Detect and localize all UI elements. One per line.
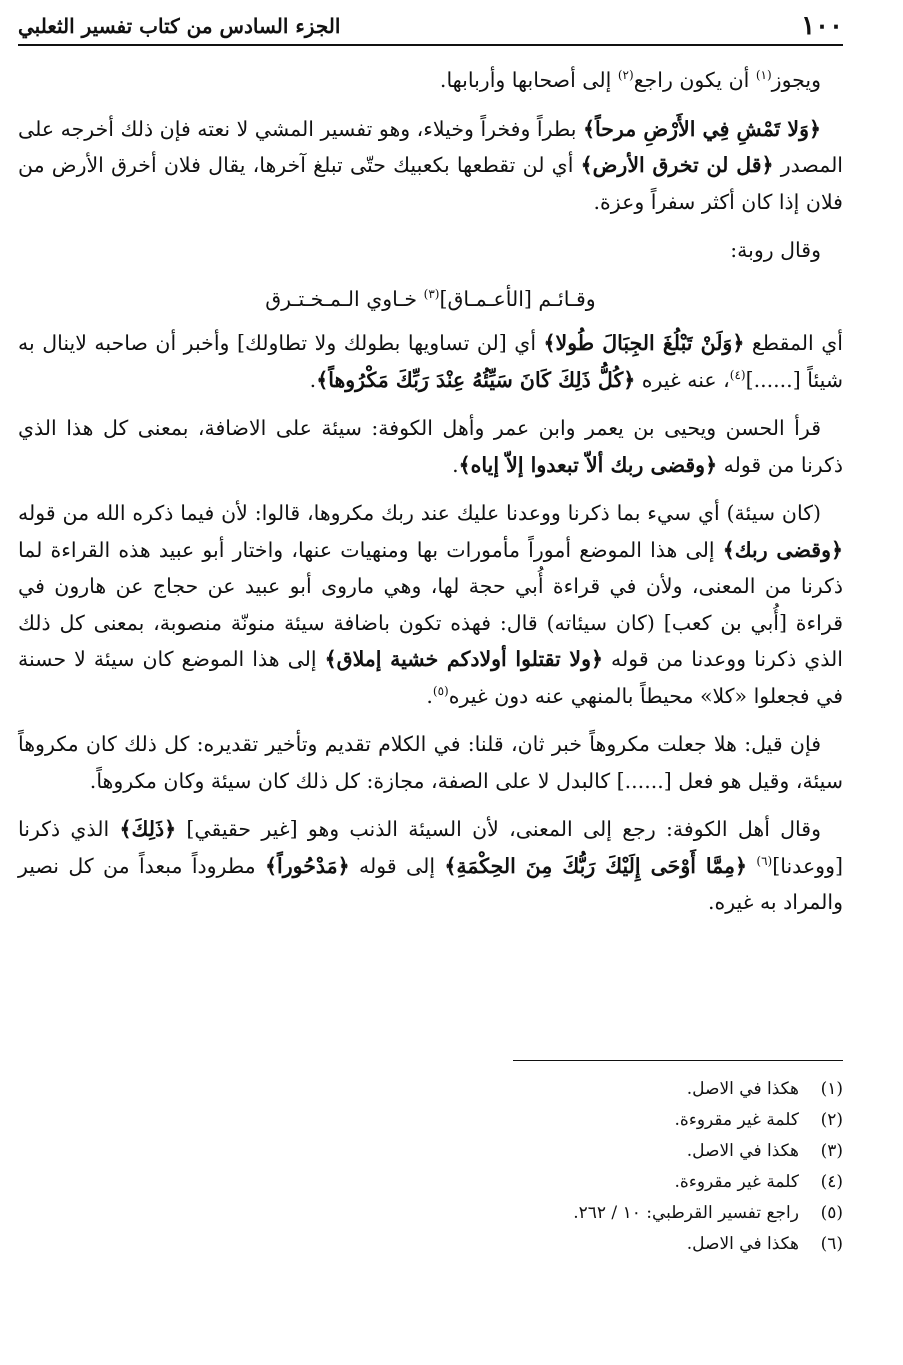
text-run: وقـائـم [الأعـمـاق]	[439, 286, 596, 311]
text-run: أي لن تقطعها بكعبيك حتّى تبلغ آخرها، يقال فلان أخرق الأرض من فلان إذا كان أكثر سفراً وعزة.	[18, 153, 843, 214]
running-title: الجزء السادس من كتاب تفسير الثعلبي	[18, 14, 341, 38]
quran-quote: ﴿قل لن تخرق الأرض﴾	[580, 153, 774, 177]
text-run: أن يكون راجع	[633, 68, 756, 92]
quran-quote: ﴿ذَلِكَ﴾	[119, 817, 177, 841]
text-run: (كان سيئة) أي سيء بما ذكرنا ووعدنا عليك عند ربك مكروها، قالوا: لأن فيما ذكره الله من قوله	[18, 501, 821, 525]
footnote-text: كلمة غير مقروءة.	[674, 1110, 799, 1130]
footnote-ref: (٤)	[729, 367, 746, 382]
footnote-text: هكذا في الاصل.	[686, 1141, 799, 1161]
footnote-text: راجع تفسير القرطبي: ١٠ / ٢٦٢.	[573, 1203, 799, 1223]
text-run: قرأ الحسن ويحيى بن يعمر وابن عمر وأهل الكوفة: سيئة على الاضافة، بمعنى كل هذا الذي ذكرنا من قوله	[18, 416, 843, 477]
text-run: .	[309, 367, 317, 392]
paragraph-6	[18, 410, 843, 483]
paragraph-7	[18, 495, 843, 714]
paragraph-8	[18, 726, 843, 799]
footnote-number: (٦)	[820, 1234, 843, 1254]
footnote-number: (٤)	[820, 1172, 843, 1192]
footnote-ref: (٢)	[617, 68, 634, 83]
quran-quote: ﴿كُلُّ ذَلِكَ كَانَ سَيِّئُهُ عِنْدَ رَبِّكَ مَكْرُوهاً﴾	[316, 367, 636, 392]
text-run: أي المقطع	[744, 331, 843, 355]
text-run: إلى أصحابها وأربابها.	[439, 68, 618, 92]
text-run: .	[426, 683, 433, 708]
text-run: فإن قيل: هلا جعلت مكروهاً خبر ثان، قلنا: في الكلام تقديم وتأخير تقديره: كل ذلك كان مكروهاً سيئة، وقيل هو فعل [......] كالبدل لا على الصفة، مجازة: كل ذلك كان سيئة وكان مكروهاً.	[18, 732, 843, 793]
text-run: أي [لن تساويها بطولك ولا تطاولك] وأخبر أن صاحبه لاينال به شيئاً [......]	[18, 331, 843, 392]
footnote-text: كلمة غير مقروءة.	[674, 1172, 799, 1192]
footnote-ref: (٦)	[756, 853, 773, 868]
footnote	[343, 1198, 843, 1229]
paragraph-9	[18, 811, 843, 921]
text-run: الذي ذكرنا [ووعدنا]	[18, 817, 843, 878]
text-run: إلى هذا الموضع أموراً مأمورات بها ومنهيات عنها، واختار أبو عبيد هذه القراءة لما ذكرنا من المعنى، ولأن في قراءة أُبي حجة لها، وهي ماروى أبو عبيد عن حجاج عن هارون في قراءة [أُبي بن كعب] (كان سيئاته) قال: فهذه تكون باضافة سيئة منونّة منصوبة، بمعنى كل ذلك الذي ذكرنا ووعدنا من قوله	[18, 537, 843, 671]
quran-quote: ﴿وقضى ربك ألاّ تبعدوا إلاّ إياه﴾	[458, 452, 718, 477]
footnote-text: هكذا في الاصل.	[686, 1079, 799, 1099]
text-run: إلى هذا الموضع كان سيئة لا حسنة في فجعلوا «كلا» محيطاً بالمنهي عنه دون غيره	[18, 647, 843, 708]
paragraph-5	[18, 325, 843, 398]
footnote-number: (٣)	[820, 1141, 843, 1161]
footnote-text: هكذا في الاصل.	[686, 1234, 799, 1254]
text-run: ، عنه غيره	[635, 367, 730, 392]
footnote-number: (٢)	[820, 1110, 843, 1130]
footnotes	[343, 1074, 843, 1260]
paragraph-1	[18, 62, 843, 99]
footnote-divider	[513, 1060, 843, 1061]
page-number: ١٠٠	[801, 11, 843, 41]
footnote	[343, 1074, 843, 1105]
page-header	[18, 8, 843, 46]
quran-quote: ﴿وَلَنْ تَبْلُغَ الجِبَالَ طُولا﴾	[543, 331, 745, 355]
footnote	[343, 1136, 843, 1167]
quran-quote: ﴿ولا تقتلوا أولادكم خشية إملاق﴾	[324, 647, 603, 671]
footnote-number: (١)	[820, 1079, 843, 1099]
paragraph-3	[18, 232, 843, 269]
footnote-ref: (٥)	[432, 683, 449, 698]
quran-quote: ﴿مَدْحُوراً﴾	[265, 853, 350, 878]
text-run: خـاوي الـمـخـتـرق	[265, 286, 424, 311]
paragraph-2	[18, 111, 843, 221]
footnote	[343, 1105, 843, 1136]
text-run: إلى قوله	[349, 853, 445, 878]
text-run: .	[452, 452, 459, 477]
text-run: مطروداً مبعداً من كل نصير والمراد به غيره.	[18, 853, 843, 914]
footnote-number: (٥)	[820, 1203, 843, 1223]
footnote-ref: (١)	[755, 68, 772, 83]
main-text	[18, 62, 843, 933]
text-run: وقال أهل الكوفة: رجع إلى المعنى، لأن السيئة الذنب وهو [غير حقيقي]	[176, 817, 821, 841]
quran-quote: ﴿وقضى ربك﴾	[722, 537, 844, 562]
text-run: ويجوز	[771, 68, 821, 92]
text-run: بطراً وفخراً وخيلاء، وهو تفسير المشي لا نعته فإن ذلك أخرجه على المصدر	[18, 116, 844, 177]
quran-quote: ﴿مِمَّا أَوْحَى إِلَيْكَ رَبُّكَ مِنَ الحِكْمَةِ﴾	[444, 853, 748, 878]
text-run	[747, 854, 756, 878]
footnote	[343, 1167, 843, 1198]
poetry-verse	[18, 281, 843, 318]
footnote-ref: (٣)	[423, 286, 440, 301]
text-run: وقال روبة:	[730, 238, 821, 262]
footnote	[343, 1229, 843, 1260]
quran-quote: ﴿وَلا تَمْشِ فِي الأَرْضِ مرحاً﴾	[582, 116, 821, 141]
